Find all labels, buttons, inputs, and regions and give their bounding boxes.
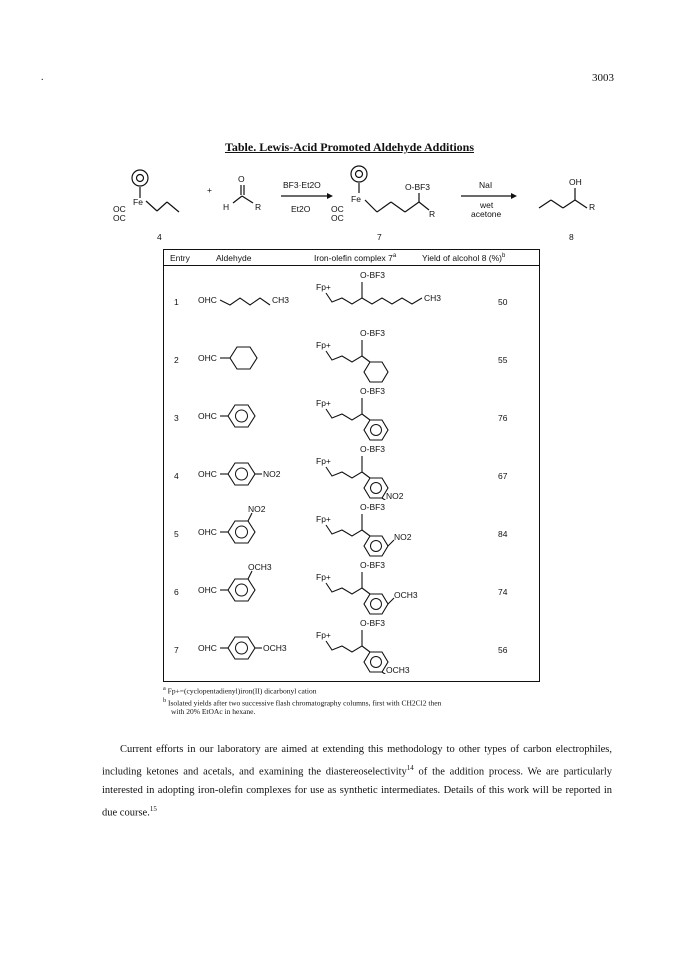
header-entry: Entry bbox=[170, 253, 190, 263]
reagent-acetone: acetone bbox=[471, 209, 502, 219]
fp-label: Fp+ bbox=[316, 398, 331, 408]
aldehyde-structure bbox=[192, 388, 302, 440]
fe-label-7: Fe bbox=[351, 194, 361, 204]
aldehyde-o: O bbox=[238, 174, 245, 184]
obf3-label: O-BF3 bbox=[360, 328, 386, 338]
page-mark: . bbox=[41, 72, 44, 83]
entry-number: 7 bbox=[174, 645, 179, 655]
body-paragraph bbox=[102, 741, 612, 822]
substituent-label: NO2 bbox=[248, 504, 266, 514]
substituent-label: NO2 bbox=[263, 469, 281, 479]
oc-label-3: OC bbox=[331, 204, 344, 214]
obf3-label: O-BF3 bbox=[360, 444, 386, 454]
paragraph-part-2: of the addition process. We are particularly interested in adopting iron-olefin complexes for use as synthetic intermediates. Details of this work will be reported in due course. bbox=[102, 766, 612, 818]
header-aldehyde: Aldehyde bbox=[216, 253, 252, 263]
page-number: 3003 bbox=[592, 72, 614, 84]
table-row bbox=[164, 500, 539, 558]
header-complex bbox=[314, 253, 396, 263]
r-label-7: R bbox=[429, 209, 436, 219]
reaction-scheme bbox=[95, 160, 605, 245]
yield-value: 50 bbox=[498, 297, 508, 307]
table-row bbox=[164, 326, 539, 384]
entry-number: 4 bbox=[174, 471, 179, 481]
substituent-label: OCH3 bbox=[263, 643, 287, 653]
footnote-b: $^b$ Isolated yields after two successive flash chromatography columns, first with CH2Cl2 then bbox=[163, 697, 442, 708]
oc-label-2: OC bbox=[113, 213, 126, 223]
ref-14: 14 bbox=[406, 764, 414, 772]
table-row bbox=[164, 558, 539, 616]
iron-olefin-complex-structure bbox=[312, 268, 482, 326]
footnote-a-text: Fp+=(cyclopentadienyl)iron(II) dicarbonyl cation bbox=[167, 686, 317, 696]
yield-value: 76 bbox=[498, 413, 508, 423]
complex-sub-label: OCH3 bbox=[386, 665, 410, 674]
results-table bbox=[163, 249, 540, 682]
obf3-label: O-BF3 bbox=[360, 618, 386, 628]
ohc-label: OHC bbox=[198, 585, 217, 595]
iron-olefin-complex-structure bbox=[312, 616, 482, 674]
substituent-label: OCH3 bbox=[248, 562, 272, 572]
compound-8-label: 8 bbox=[569, 232, 574, 242]
aldehyde-h: H bbox=[223, 202, 230, 212]
header-yield-sup: b bbox=[502, 253, 506, 260]
product-8 bbox=[539, 188, 587, 208]
compound-7-label: 7 bbox=[377, 232, 382, 242]
yield-value: 56 bbox=[498, 645, 508, 655]
complex-sub-label: OCH3 bbox=[394, 590, 418, 600]
header-yield-text: Yield of alcohol 8 (%) bbox=[422, 253, 503, 263]
footnote-a: $^a$ Fp+=(cyclopentadienyl)iron(II) dicarbonyl cation bbox=[163, 685, 317, 696]
header-yield bbox=[422, 253, 505, 263]
fp-label: Fp+ bbox=[316, 456, 331, 466]
reagent-nai: NaI bbox=[479, 180, 493, 190]
aldehyde-structure bbox=[192, 620, 302, 672]
table-header bbox=[164, 250, 539, 266]
reagent-bf3: BF3·Et2O bbox=[283, 180, 321, 190]
iron-olefin-complex-structure bbox=[312, 384, 482, 442]
aldehyde-structure bbox=[192, 272, 302, 324]
obf3-label: O-BF3 bbox=[360, 270, 386, 280]
table-title: Table. Lewis-Acid Promoted Aldehyde Additions bbox=[224, 140, 475, 154]
oc-label-4: OC bbox=[331, 213, 344, 223]
reagent-et2o: Et2O bbox=[291, 204, 311, 214]
fp-label: Fp+ bbox=[316, 630, 331, 640]
ohc-label: OHC bbox=[198, 469, 217, 479]
compound-4-label: 4 bbox=[157, 232, 162, 242]
paragraph-part-1: Current efforts in our laboratory are aimed at extending this methodology to other types of carbon electrophiles, including ketones and acetals, and examining the diastereoselectivity bbox=[102, 744, 612, 778]
header-complex-text: Iron-olefin complex 7 bbox=[314, 253, 393, 263]
footnote-b-cont: with 20% EtOAc in hexane. bbox=[171, 707, 256, 716]
iron-olefin-complex-structure bbox=[312, 442, 482, 500]
obf3-label: O-BF3 bbox=[405, 182, 431, 192]
ohc-label: OHC bbox=[198, 527, 217, 537]
aldehyde-structure bbox=[192, 446, 302, 498]
yield-value: 84 bbox=[498, 529, 508, 539]
complex-sub-label: NO2 bbox=[394, 532, 412, 542]
aldehyde-structure bbox=[192, 330, 302, 382]
yield-value: 55 bbox=[498, 355, 508, 365]
r-label-8: R bbox=[589, 202, 596, 212]
complex-sub-label: CH3 bbox=[424, 293, 442, 303]
obf3-label: O-BF3 bbox=[360, 502, 386, 512]
ref-15: 15 bbox=[149, 804, 157, 813]
table-row bbox=[164, 268, 539, 326]
fp-label: Fp+ bbox=[316, 514, 331, 524]
yield-value: 74 bbox=[498, 587, 508, 597]
entry-number: 2 bbox=[174, 355, 179, 365]
reagent-wet: wet bbox=[480, 200, 494, 210]
obf3-label: O-BF3 bbox=[360, 560, 386, 570]
aldehyde-structure bbox=[192, 562, 302, 614]
oc-label-1: OC bbox=[113, 204, 126, 214]
iron-olefin-complex-structure bbox=[312, 326, 482, 384]
ohc-label: OHC bbox=[198, 411, 217, 421]
ohc-label: OHC bbox=[198, 295, 217, 305]
ohc-label: OHC bbox=[198, 353, 217, 363]
ohc-label: OHC bbox=[198, 643, 217, 653]
header-complex-sup: a bbox=[392, 253, 397, 260]
entry-number: 5 bbox=[174, 529, 179, 539]
entry-number: 1 bbox=[174, 297, 179, 307]
oh-label: OH bbox=[569, 177, 582, 187]
entry-number: 3 bbox=[174, 413, 179, 423]
substituent-label: CH3 bbox=[272, 295, 290, 305]
aldehyde-structure bbox=[192, 504, 302, 556]
iron-olefin-complex-structure bbox=[312, 558, 482, 616]
reaction-scheme-drawing bbox=[95, 160, 605, 245]
fp-label: Fp+ bbox=[316, 340, 331, 350]
fe-label: Fe bbox=[133, 197, 143, 207]
table-row bbox=[164, 616, 539, 674]
yield-value: 67 bbox=[498, 471, 508, 481]
entry-number: 6 bbox=[174, 587, 179, 597]
table-row bbox=[164, 442, 539, 500]
aldehyde-r: R bbox=[255, 202, 262, 212]
obf3-label: O-BF3 bbox=[360, 386, 386, 396]
iron-olefin-complex-structure bbox=[312, 500, 482, 558]
plus-sign: + bbox=[207, 185, 212, 195]
fp-label: Fp+ bbox=[316, 282, 331, 292]
fp-label: Fp+ bbox=[316, 572, 331, 582]
table-row bbox=[164, 384, 539, 442]
footnote-b-text-1: Isolated yields after two successive flash chromatography columns, first with CH2Cl2 then bbox=[168, 698, 442, 708]
complex-sub-label: NO2 bbox=[386, 491, 404, 500]
